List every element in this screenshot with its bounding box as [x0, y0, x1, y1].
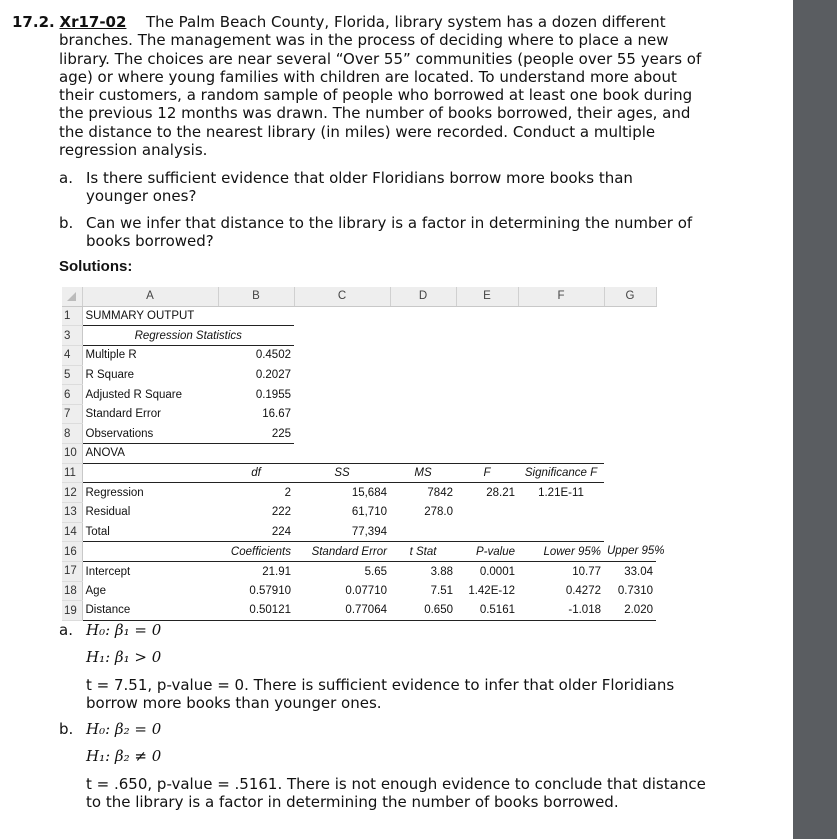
column-header-row [62, 287, 656, 306]
coef-upper-95: 2.020 [604, 601, 656, 621]
row-number[interactable]: 8 [62, 424, 82, 444]
anova-ms: 7842 [427, 486, 453, 499]
anova-source: Regression [85, 486, 144, 499]
row-number[interactable]: 1 [62, 306, 82, 326]
question-b [59, 214, 699, 251]
coef-variable: Intercept [85, 565, 131, 578]
dataset-link[interactable]: Xr17-02 [59, 13, 127, 31]
coef-lower-95: 10.77 [572, 565, 601, 578]
stat-label: Adjusted R Square [85, 388, 183, 401]
coef-header-lower-95: Lower 95% [518, 542, 604, 562]
stat-value: 0.1955 [255, 388, 291, 401]
anova-f [456, 522, 518, 542]
answer-a-conclusion: t = 7.51, p-value = 0. There is sufficient evidence to infer that older Floridians borrow more books than younger ones. [86, 675, 675, 712]
table-row [62, 463, 656, 483]
answer-a [59, 621, 719, 712]
coef-header-standard-error: Standard Error [294, 542, 390, 562]
answer-b-null-hypothesis: H₀: β₂ = 0 [86, 720, 162, 738]
table-row [62, 404, 656, 424]
coef-upper-95: 33.04 [624, 565, 653, 578]
answer-a-label: a. [59, 621, 73, 639]
scrollbar[interactable] [793, 0, 837, 839]
stat-value: 225 [218, 424, 294, 444]
stat-value: 0.2027 [255, 368, 291, 381]
anova-df: 222 [271, 506, 291, 519]
anova-f [456, 503, 518, 523]
coef-std-error: 0.07710 [345, 584, 387, 597]
coef-upper-95: 0.7310 [617, 584, 653, 597]
anova-significance: 1.21E-11 [538, 486, 584, 499]
column-header-g[interactable]: G [604, 287, 656, 306]
anova-ss: 15,684 [351, 486, 387, 499]
anova-ss: 77,394 [294, 522, 390, 542]
row-number[interactable]: 12 [62, 483, 82, 503]
anova-source: Residual [85, 506, 131, 519]
coef-value: 0.50121 [218, 601, 294, 621]
coef-std-error: 5.65 [364, 565, 387, 578]
coef-t-stat: 7.51 [430, 584, 453, 597]
anova-header-df: df [218, 463, 294, 483]
table-row [62, 306, 656, 326]
anova-ms [390, 522, 456, 542]
answer-a-alt-hypothesis: H₁: β₁ > 0 [86, 648, 162, 667]
row-number[interactable]: 5 [62, 365, 82, 385]
problem-text: The Palm Beach County, Florida, library system has a dozen different branches. The management was in the process of deciding where to place a new library. The choices are near several “Over 55” communities (people over 55 years of age) or where young families with children are located. To understand more about their customers, a random sample of people who borrowed at least one book during the previous 12 months was drawn. The number of books borrowed, their ages, and the distance to the nearest library (in miles) were recorded. Conduct a multiple regression analysis. [59, 13, 702, 160]
stat-value: 0.4502 [255, 349, 291, 362]
table-row [62, 601, 656, 621]
problem-number: 17.2. [12, 13, 55, 31]
select-all-corner[interactable] [62, 287, 82, 306]
stat-label: Multiple R [85, 349, 137, 362]
coef-variable: Distance [82, 601, 218, 621]
table-row [62, 345, 656, 365]
anova-header-ms: MS [390, 463, 456, 483]
coef-lower-95: -1.018 [518, 601, 604, 621]
anova-title: ANOVA [85, 447, 125, 460]
row-number[interactable]: 6 [62, 385, 82, 405]
anova-header-ss: SS [294, 463, 390, 483]
question-a [59, 169, 699, 206]
table-row [62, 483, 656, 503]
coef-t-stat: 0.650 [390, 601, 456, 621]
row-number[interactable]: 17 [62, 561, 82, 581]
coef-p-value: 1.42E-12 [468, 584, 515, 597]
table-row [62, 503, 656, 523]
table-row [62, 581, 656, 601]
stat-label: Standard Error [85, 408, 161, 421]
table-row [62, 385, 656, 405]
coef-header-p-value: P-value [456, 542, 518, 562]
coef-header-upper-95: Upper 95% [604, 542, 656, 562]
solutions-heading: Solutions: [59, 258, 133, 275]
summary-output-title: SUMMARY OUTPUT [85, 309, 195, 322]
coef-p-value: 0.0001 [479, 565, 515, 578]
coef-value: 0.57910 [249, 584, 291, 597]
coef-t-stat: 3.88 [430, 565, 453, 578]
anova-header-f: F [456, 463, 518, 483]
anova-significance [518, 522, 604, 542]
regression-statistics-header: Regression Statistics [82, 326, 294, 346]
coef-value: 21.91 [262, 565, 291, 578]
table-row [62, 522, 656, 542]
stat-label: R Square [85, 368, 135, 381]
table-row [62, 326, 656, 346]
column-header-c[interactable]: C [294, 287, 390, 306]
anova-significance [518, 503, 604, 523]
answer-b-alt-hypothesis: H₁: β₂ ≠ 0 [86, 747, 162, 766]
table-row [62, 365, 656, 385]
row-number[interactable]: 19 [62, 601, 82, 621]
coef-header-t-stat: t Stat [390, 542, 456, 562]
coef-std-error: 0.77064 [294, 601, 390, 621]
stat-value: 16.67 [262, 408, 291, 421]
answer-b-label: b. [59, 720, 74, 738]
row-number[interactable]: 7 [62, 404, 82, 424]
row-number[interactable]: 18 [62, 581, 82, 601]
question-a-label: a. [59, 169, 73, 187]
column-header-e[interactable]: E [456, 287, 518, 306]
problem-statement [12, 13, 702, 159]
row-number[interactable]: 16 [62, 542, 82, 562]
question-b-text: Can we infer that distance to the library is a factor in determining the number of books borrowed? [86, 214, 693, 251]
anova-ss: 61,710 [351, 506, 387, 519]
answer-b-conclusion: t = .650, p-value = .5161. There is not enough evidence to conclude that distance to the library is a factor in determining the number of books borrowed. [86, 774, 706, 811]
row-number[interactable]: 13 [62, 503, 82, 523]
coef-p-value: 0.5161 [456, 601, 518, 621]
anova-source: Total [82, 522, 218, 542]
table-row [62, 542, 656, 562]
stat-label: Observations [82, 424, 218, 444]
row-number[interactable]: 11 [62, 463, 82, 483]
row-number[interactable]: 4 [62, 345, 82, 365]
anova-df: 2 [284, 486, 291, 499]
anova-df: 224 [218, 522, 294, 542]
anova-header-significance: Significance F [518, 463, 604, 483]
question-a-text: Is there sufficient evidence that older Floridians borrow more books than younger ones? [86, 169, 633, 206]
row-number[interactable]: 3 [62, 326, 82, 346]
anova-f: 28.21 [486, 486, 515, 499]
column-header-d[interactable]: D [390, 287, 456, 306]
coef-lower-95: 0.4272 [565, 584, 601, 597]
column-header-b[interactable]: B [218, 287, 294, 306]
table-row [62, 424, 656, 444]
answer-a-null-hypothesis: H₀: β₁ = 0 [86, 621, 162, 639]
table-row [62, 444, 656, 464]
select-all-icon [67, 292, 76, 301]
answer-b [59, 720, 719, 811]
coef-variable: Age [85, 584, 106, 597]
row-number[interactable]: 14 [62, 522, 82, 542]
column-header-a[interactable]: A [82, 287, 218, 306]
anova-ms: 278.0 [424, 506, 453, 519]
question-b-label: b. [59, 214, 74, 232]
coef-header-coefficients: Coefficients [218, 542, 294, 562]
table-row [62, 561, 656, 581]
column-header-f[interactable]: F [518, 287, 604, 306]
row-number[interactable]: 10 [62, 444, 82, 464]
regression-output-sheet [62, 287, 665, 621]
